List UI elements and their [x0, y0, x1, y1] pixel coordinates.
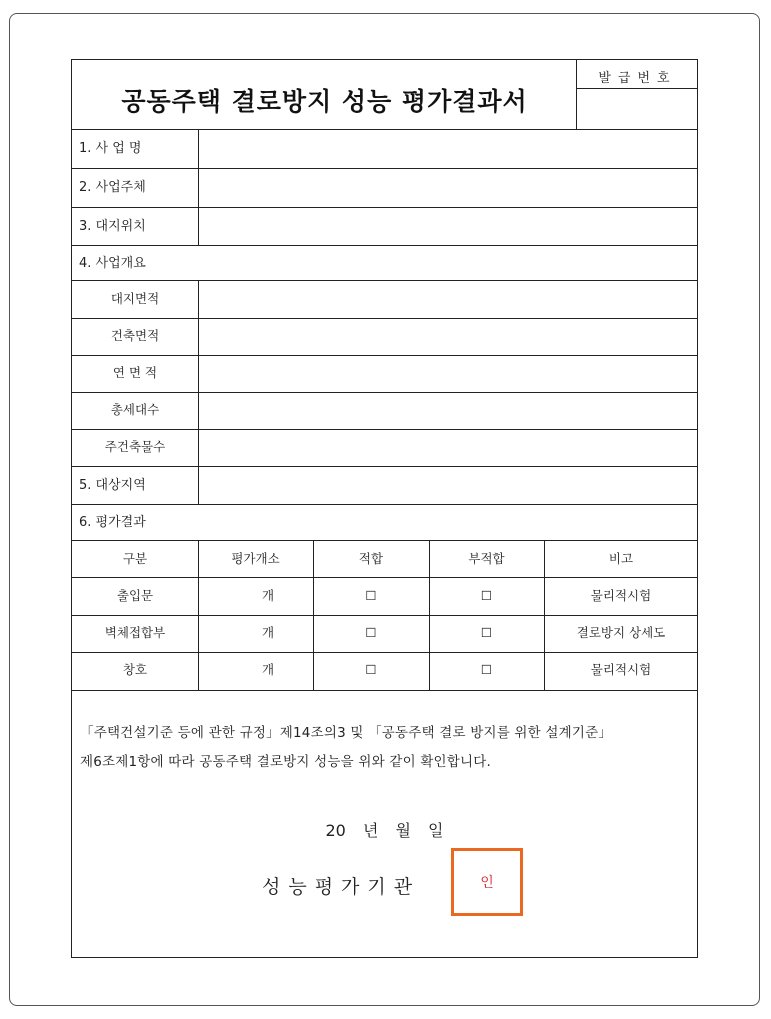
result-row-count-unit: 개	[261, 662, 275, 677]
issue-number-label: 발급번호	[598, 71, 677, 86]
label-building-area: 건축면적	[110, 328, 160, 343]
results-header-pass: 적합	[358, 551, 384, 566]
result-row-remarks: 결로방지 상세도	[576, 625, 666, 640]
label-project-owner: 2. 사업주체	[79, 180, 146, 195]
issue-number-divider	[576, 88, 698, 89]
results-header-fail: 부적합	[468, 551, 505, 566]
seal-text: 인	[480, 875, 494, 891]
evaluation-form	[71, 59, 698, 958]
label-project-name: 1. 사 업 명	[79, 141, 142, 156]
label-total-floor-area: 연 면 적	[112, 365, 158, 380]
result-row-category: 벽체접합부	[104, 625, 166, 640]
label-evaluation-result: 6. 평가결과	[79, 515, 146, 530]
result-row-pass-checkbox[interactable]: ☐	[365, 662, 377, 677]
result-row-pass-checkbox[interactable]: ☐	[365, 625, 377, 640]
result-row-count-unit: 개	[261, 588, 275, 603]
label-main-buildings: 주건축물수	[104, 439, 166, 454]
result-row-fail-checkbox[interactable]: ☐	[480, 662, 493, 677]
label-target-region: 5. 대상지역	[79, 478, 146, 493]
label-site-area: 대지면적	[110, 291, 160, 306]
form-title: 공동주택 결로방지 성능 평가결과서	[121, 87, 528, 116]
label-total-households: 총세대수	[110, 402, 160, 417]
results-header-remarks: 비고	[608, 551, 634, 566]
result-row-remarks: 물리적시험	[590, 662, 652, 677]
label-project-overview: 4. 사업개요	[79, 256, 146, 271]
result-row-remarks: 물리적시험	[590, 588, 652, 603]
result-row-category: 출입문	[116, 588, 154, 603]
statement-line-1: 「주택건설기준 등에 관한 규정」제14조의3 및 「공동주택 결로 방지를 위한 설계기준」	[80, 725, 613, 741]
result-row-pass-checkbox[interactable]: ☐	[365, 588, 377, 603]
results-header-count: 평가개소	[231, 551, 280, 566]
result-row-fail-checkbox[interactable]: ☐	[480, 625, 493, 640]
statement-line-2: 제6조제1항에 따라 공동주택 결로방지 성능을 위와 같이 확인합니다.	[80, 754, 492, 770]
result-row-category: 창호	[122, 662, 148, 677]
label-site-location: 3. 대지위치	[79, 219, 146, 234]
seal-box	[451, 848, 523, 916]
result-row-count-unit: 개	[261, 625, 275, 640]
results-header-category: 구분	[122, 551, 148, 566]
result-row-fail-checkbox[interactable]: ☐	[480, 588, 493, 603]
date-line: 20 년 월 일	[325, 821, 444, 840]
agency-label: 성능평가기관	[262, 876, 421, 898]
